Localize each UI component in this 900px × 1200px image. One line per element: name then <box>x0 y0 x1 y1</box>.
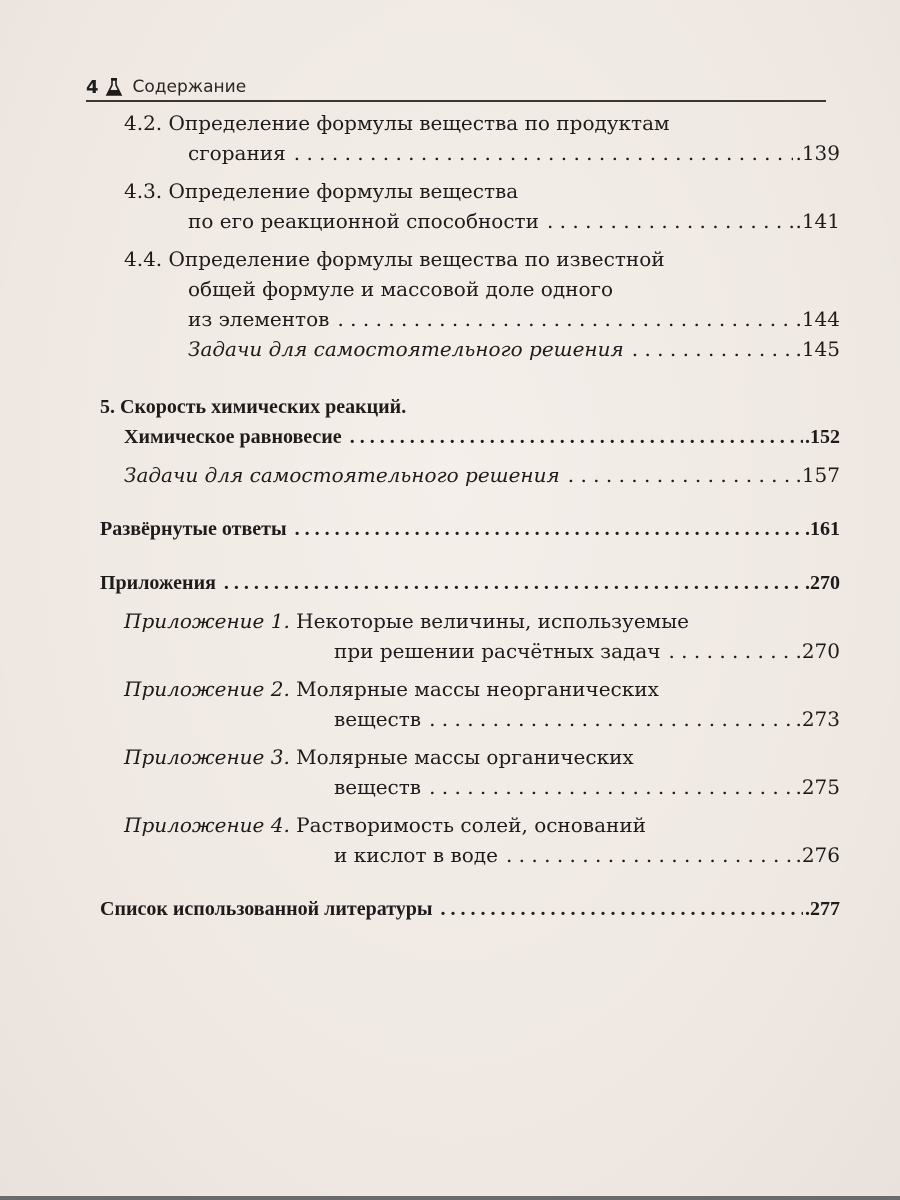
entry-title: Молярные массы неорганических <box>296 677 659 701</box>
toc-entry-appendix-2[interactable] <box>100 674 840 734</box>
page-ref: .152 <box>805 426 840 448</box>
toc-entry-references[interactable] <box>100 894 840 924</box>
entry-title-cont: веществ <box>334 775 422 799</box>
toc-entry-answers[interactable] <box>100 514 840 544</box>
entry-title: Определение формулы вещества по известной <box>168 247 665 271</box>
leader-dots <box>295 514 803 544</box>
toc-entry-4-3[interactable] <box>100 176 840 236</box>
scan-edge <box>0 1196 900 1200</box>
toc-entry-4-2[interactable] <box>100 108 840 168</box>
page-number: 4 <box>86 76 99 98</box>
appendix-label: Приложение 1. <box>124 609 290 633</box>
appendix-label: Приложение 4. <box>124 813 290 837</box>
entry-title: Растворимость солей, оснований <box>296 813 646 837</box>
page-ref: .157 <box>795 463 840 487</box>
entry-title: Приложения <box>100 572 216 594</box>
running-header <box>86 74 826 102</box>
leader-dots <box>337 304 793 334</box>
toc-entry-self-study-5[interactable] <box>100 460 840 490</box>
leader-dots <box>294 138 794 168</box>
entry-title: Определение формулы вещества <box>168 179 519 203</box>
entry-title: Развёрнутые ответы <box>100 518 287 540</box>
leader-dots <box>547 206 794 236</box>
page-ref: .276 <box>795 843 840 867</box>
leader-dots <box>632 334 794 364</box>
appendix-label: Приложение 2. <box>124 677 290 701</box>
entry-title-cont: Химическое равновесие <box>124 426 342 448</box>
page-ref: .145 <box>795 337 840 361</box>
entry-title-cont: и кислот в воде <box>334 843 498 867</box>
entry-number: 5. <box>100 396 115 418</box>
leader-dots <box>224 568 803 598</box>
leader-dots <box>429 772 793 802</box>
entry-title-cont: по его реакционной способности <box>188 209 539 233</box>
flask-icon <box>105 77 123 97</box>
header-title: Содержание <box>132 77 247 97</box>
toc-entry-appendices[interactable] <box>100 568 840 598</box>
page-ref: .161 <box>805 518 840 540</box>
page-ref: .270 <box>795 639 840 663</box>
entry-title: Задачи для самостоятельного решения <box>124 463 560 487</box>
page-ref: .275 <box>795 775 840 799</box>
entry-title-cont: общей формуле и массовой доле одного <box>188 277 614 301</box>
page-ref: .270 <box>805 572 840 594</box>
page-ref: .141 <box>795 209 840 233</box>
toc-entry-5[interactable] <box>100 392 840 452</box>
entry-title-cont: веществ <box>334 707 422 731</box>
toc-entry-appendix-4[interactable] <box>100 810 840 870</box>
entry-title: Задачи для самостоятельного решения <box>188 337 624 361</box>
page-ref: .144 <box>795 307 840 331</box>
toc-entry-appendix-1[interactable] <box>100 606 840 666</box>
leader-dots <box>668 636 793 666</box>
page-ref: .277 <box>805 898 840 920</box>
toc-entry-4-4[interactable] <box>100 244 840 334</box>
entry-title: Молярные массы органических <box>296 745 634 769</box>
entry-title: Список использованной литературы <box>100 898 433 920</box>
leader-dots <box>506 840 794 870</box>
entry-title: Скорость химических реакций. <box>120 396 407 418</box>
leader-dots <box>429 704 793 734</box>
entry-title: Определение формулы вещества по продуктам <box>168 111 670 135</box>
leader-dots <box>350 422 803 452</box>
entry-title-cont: при решении расчётных задач <box>334 639 661 663</box>
leader-dots <box>568 460 794 490</box>
toc-entry-self-study-4[interactable] <box>100 334 840 364</box>
toc-entry-appendix-3[interactable] <box>100 742 840 802</box>
entry-number: 4.4. <box>124 247 163 271</box>
entry-title-cont: сгорания <box>188 141 286 165</box>
page-ref: .273 <box>795 707 840 731</box>
entry-title: Некоторые величины, используемые <box>296 609 689 633</box>
entry-title-cont: из элементов <box>188 307 330 331</box>
page-ref: .139 <box>795 141 840 165</box>
appendix-label: Приложение 3. <box>124 745 290 769</box>
table-of-contents <box>100 108 840 924</box>
leader-dots <box>441 894 804 924</box>
entry-number: 4.2. <box>124 111 163 135</box>
entry-number: 4.3. <box>124 179 163 203</box>
